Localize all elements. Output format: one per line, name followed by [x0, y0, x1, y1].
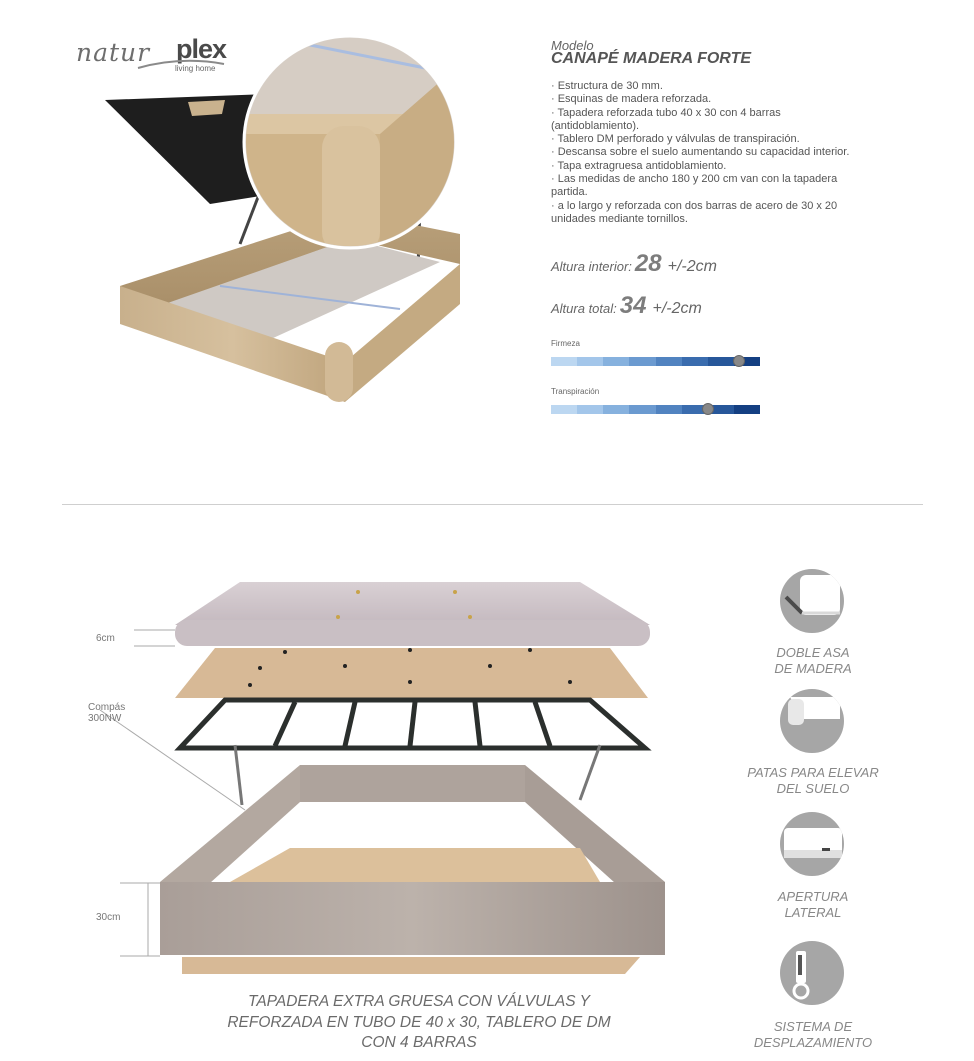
caption-line: REFORZADA EN TUBO DE 40 x 30, TABLERO DE DM	[227, 1013, 611, 1031]
product-photo	[100, 24, 470, 409]
highlight-line2: DEL SUELO	[776, 781, 850, 796]
highlight-label	[730, 645, 896, 677]
piston-label-line2: 300NW	[88, 713, 122, 724]
diagram-caption	[180, 992, 658, 1054]
feature-item: · Tapadera reforzada tubo 40 x 30 con 4 barras (antidoblamiento).	[551, 106, 781, 132]
dim-lid-thickness: 6cm	[96, 633, 115, 644]
firmness-label: Firmeza	[551, 339, 580, 348]
model-label: Modelo	[551, 38, 594, 53]
interior-height-value: 28	[634, 250, 662, 277]
scale-knob-icon	[733, 355, 745, 367]
feature-item: · Esquinas de madera reforzada.	[551, 93, 712, 106]
scale-segment	[682, 357, 708, 366]
scale-segment	[734, 405, 760, 414]
scale-segment	[708, 357, 734, 366]
brand-tagline: living home	[175, 64, 216, 73]
feature-item: · Tablero DM perforado y válvulas de transpiración.	[551, 133, 800, 146]
scale-segment	[656, 357, 682, 366]
dim-base-height: 30cm	[96, 912, 121, 923]
highlight-label	[730, 765, 896, 797]
feature-item: · Tapa extragruesa antidoblamiento.	[551, 159, 727, 172]
scale-segment	[629, 357, 655, 366]
highlight-line1: DOBLE ASA	[776, 645, 850, 660]
section-divider	[62, 504, 923, 505]
floor-legs-icon	[780, 689, 844, 753]
total-height-value: 34	[619, 292, 647, 319]
total-height	[551, 292, 702, 320]
interior-height-label: Altura interior:	[551, 259, 632, 274]
highlight-line2: DE MADERA	[774, 661, 852, 676]
highlight-line1: SISTEMA DE	[773, 1019, 853, 1034]
scale-segment	[551, 357, 577, 366]
breathability-scale	[551, 405, 760, 414]
feature-list	[551, 80, 871, 226]
scale-segment	[656, 405, 682, 414]
interior-height	[551, 250, 717, 278]
total-height-tolerance: +/-2cm	[652, 300, 702, 317]
highlight-label	[730, 1019, 896, 1051]
exploded-diagram	[60, 570, 680, 980]
model-name: CANAPÉ MADERA FORTE	[551, 50, 752, 67]
interior-height-tolerance: +/-2cm	[667, 258, 717, 275]
piston-label-line1: Compás	[88, 702, 126, 713]
caption-line: CON 4 BARRAS	[361, 1034, 477, 1051]
feature-item: · Descansa sobre el suelo aumentando su capacidad interior.	[551, 146, 850, 159]
highlight-line1: PATAS PARA ELEVAR	[747, 765, 879, 780]
firmness-scale	[551, 357, 760, 366]
scale-knob-icon	[702, 403, 714, 415]
breathability-label: Transpiración	[551, 387, 600, 396]
total-height-label: Altura total:	[551, 301, 617, 316]
scale-segment	[577, 357, 603, 366]
scale-segment	[551, 405, 577, 414]
wood-handle-icon	[780, 569, 844, 633]
scale-segment	[603, 357, 629, 366]
feature-item: · a lo largo y reforzada con dos barras de acero de 30 x 20 unidades mediante tornillos.	[551, 199, 838, 225]
wheel-caster-icon	[780, 941, 844, 1005]
scale-segment	[629, 405, 655, 414]
highlight-label	[730, 889, 896, 921]
piston-label	[88, 702, 125, 724]
feature-item: · Estructura de 30 mm.	[551, 80, 663, 92]
highlight-line1: APERTURA	[777, 889, 849, 904]
caption-line: TAPADERA EXTRA GRUESA CON VÁLVULAS Y	[248, 993, 590, 1010]
side-opening-icon	[780, 812, 844, 876]
scale-segment	[603, 405, 629, 414]
highlight-line2: LATERAL	[784, 905, 842, 920]
highlight-line2: DESPLAZAMIENTO	[753, 1035, 873, 1050]
feature-item: · Las medidas de ancho 180 y 200 cm van con la tapadera partida.	[551, 173, 838, 199]
scale-segment	[577, 405, 603, 414]
brand-name-bold: plex	[176, 34, 227, 64]
brand-name-script: natur	[76, 38, 151, 67]
